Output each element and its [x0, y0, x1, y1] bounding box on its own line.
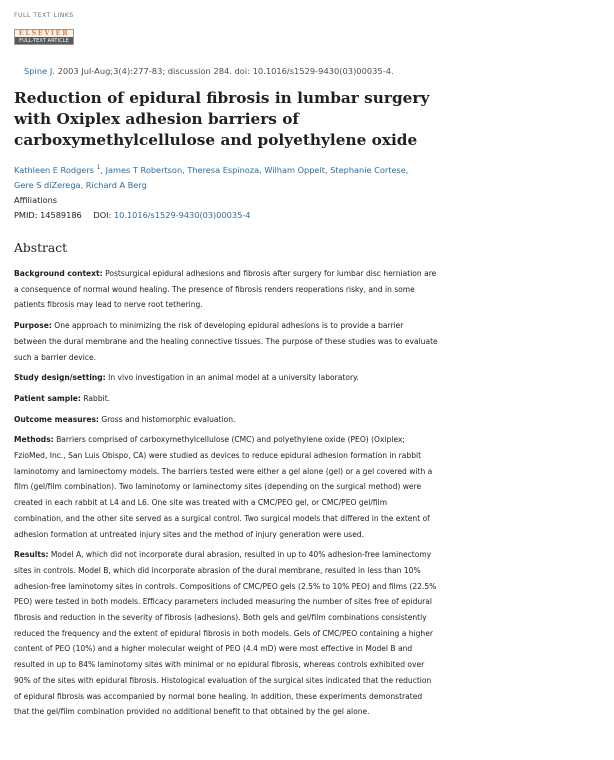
journal-link[interactable]: Spine J.: [24, 66, 55, 76]
article-title: Reduction of epidural fibrosis in lumbar surgery with Oxiplex adhesion barriers of carboxymethylcellulose and polyethylene oxide: [14, 89, 430, 149]
citation: [24, 66, 394, 76]
affiliations-toggle[interactable]: Affiliations: [14, 195, 58, 205]
doi-link[interactable]: 10.1016/s1529-9430(03)00035-4: [113, 210, 251, 220]
section-text: Rabbit.: [83, 393, 111, 403]
abstract-section-outcome-measures: [14, 412, 438, 428]
abstract-section-study-design: [14, 370, 438, 386]
section-text: In vivo investigation in an animal model at a university laboratory.: [108, 373, 359, 383]
abstract-section-results: [14, 547, 438, 720]
abstract-section-purpose: [14, 318, 438, 365]
affiliation-ref-link[interactable]: 1: [96, 164, 101, 171]
section-label: Patient sample:: [14, 393, 81, 403]
section-text: Model A, which did not incorporate dural abrasion, resulted in up to 40% adhesion-free laminectomy sites in controls. Model B, which did incorporate abrasion of the dural membrane, resulted in less than 10% adhesion-free laminotomy sites in controls. Compositions of CMC/PEO gels (2.5% to 10% PEO) and films (22.5% PEO) were tested in both models. Efficacy parameters included measuring the number of sites free of epidural fibrosis and reduction in the severity of fibrosis (adhesions). Both gels and gel/film combinations consistently reduced the frequency and the extent of epidural fibrosis in both models. Gels of CMC/PEO containing a higher content of PEO (10%) and a higher molecular weight of PEO (4.4 mD) were most effective in Model B and resulted in up to 84% laminotomy sites with minimal or no epidural fibrosis, whereas controls exhibited over 90% of the sites with epidural fibrosis. Histological evaluation of the surgical sites indicated that the reduction of epidural fibrosis was accompanied by normal bone healing. In addition, these experiments demonstrated that the gel/film combination provided no additional benefit to that obtained by the gel alone.: [14, 550, 437, 717]
citation-details: 2003 Jul-Aug;3(4):277-83; discussion 284. doi: 10.1016/s1529-9430(03)00035-4.: [57, 66, 394, 76]
section-text: Barriers comprised of carboxymethylcellulose (CMC) and polyethylene oxide (PEO) (Oxiplex; FzioMed, Inc., San Luis Obispo, CA) were studied as devices to reduce epidural adhesion formation in rabbit laminotomy and laminectomy models. The barriers tested were either a gel alone (gel) or a gel covered with a film (gel/film combination). Two laminotomy or laminectomy sites (depending on the surgical method) were created in each rabbit at L4 and L6. One site was treated with a CMC/PEO gel, or CMC/PEO gel/film combination, and the other site served as a surgical control. Two surgical models that differed in the extent of adhesion formation at untreated injury sites and the method of injury generation were used.: [14, 435, 433, 539]
section-label: Outcome measures:: [14, 414, 99, 424]
section-label: Study design/setting:: [14, 373, 106, 383]
section-text: Gross and histomorphic evaluation.: [101, 414, 236, 424]
abstract-heading: Abstract: [14, 241, 68, 255]
section-label: Methods:: [14, 435, 54, 445]
author-link[interactable]: James T Robertson: [105, 165, 183, 175]
section-label: Results:: [14, 550, 49, 560]
section-label: Background context:: [14, 269, 103, 278]
section-text: One approach to minimizing the risk of developing epidural adhesions is to provide a barrier between the dural membrane and the healing connective tissues. The purpose of these studies was to evaluate such a barrier device.: [14, 321, 438, 362]
full-text-links-heading: FULL TEXT LINKS: [14, 12, 74, 19]
elsevier-full-text-link[interactable]: [14, 29, 74, 45]
elsevier-logo-text: ELSEVIER: [15, 30, 73, 37]
author-link[interactable]: Richard A Berg: [85, 179, 147, 190]
author-link[interactable]: Wilham Oppelt: [264, 165, 325, 175]
author-link[interactable]: Gere S diZerega: [14, 179, 81, 190]
abstract-section-background: [14, 266, 438, 313]
author-link[interactable]: Kathleen E Rodgers: [14, 165, 94, 175]
section-text: Postsurgical epidural adhesions and fibrosis after surgery for lumbar disc herniation are a consequence of normal wound healing. The presence of fibrosis renders reoperations risky, and in some patients fibrosis may lead to nerve root tethering.: [14, 269, 437, 310]
article-identifiers: [14, 210, 250, 220]
doi-label: DOI:: [93, 210, 112, 220]
section-label: Purpose:: [14, 321, 52, 331]
abstract-body: [14, 266, 438, 725]
author-list: Kathleen E Rodgers $^1$, James T Robertson, Theresa Espinoza, Wilham Oppelt, Stephanie Cortese, Gere S diZerega, Richard A Berg: [14, 164, 409, 190]
pmid-value: 14589186: [40, 210, 82, 220]
full-text-article-label: FULL-TEXT ARTICLE: [15, 37, 73, 45]
abstract-section-methods: [14, 432, 438, 542]
author-link[interactable]: Stephanie Cortese: [330, 165, 406, 175]
author-link[interactable]: Theresa Espinoza: [187, 165, 260, 175]
pmid-label: PMID:: [14, 210, 38, 220]
abstract-section-patient-sample: [14, 391, 438, 407]
